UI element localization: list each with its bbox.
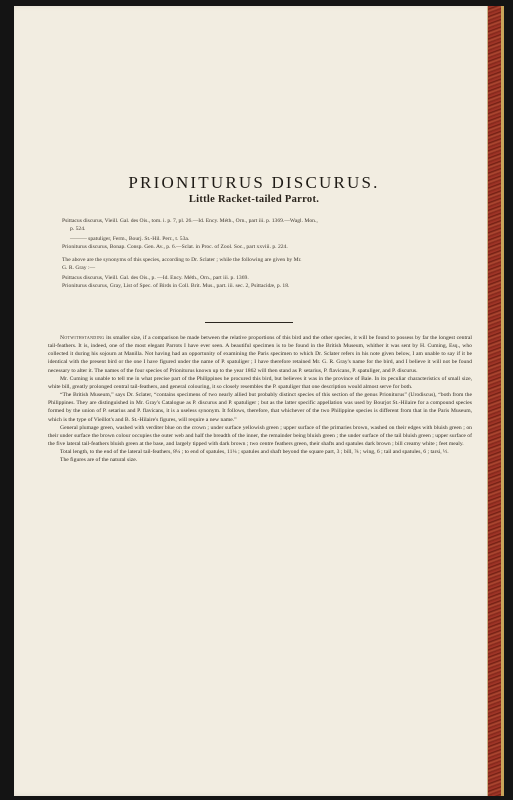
paragraph [48,334,472,375]
synonym-line: p. 524. [70,226,86,232]
drop-lead: Notwithstanding [60,335,105,341]
section-divider [205,322,293,323]
paragraph: The figures are of the natural size. [60,457,138,464]
synonym-line: ——— spatuliger, Ferm., Bourj. St.-Hil. Perr., t. 53a. [70,236,190,242]
book-page [14,6,494,796]
description-body [48,334,472,465]
paragraph-text: its smaller size, if a comparison be made between the relative proportions of this bird and the other species, it will be found to possess by far the longest central tail-feathers. It is, indeed, one of the most elegant Parrots I have ever seen. A beautiful specimen is to be found in the British Museum, whither it was sent by H. Cuming, Esq., who collected it during his sojourn at Manilla. Not having had an opportunity of examining the Paris specimen to which Dr. Sclater refers in his note given below, I am unable to say if it be identical with the present bird or the one I have figured under the name of P. spatuliger ; I have therefore retained Mr. G. R. Gray's name for the bird, and I believe it will not be found necessary to alter it. The names of the four species of Prioniturus known up to the year 1862 will then stand as P. setarius, P. flavicans, P. spatuliger, and P. discurus. [48,335,472,374]
book-edge-marbling [487,6,504,796]
synonym-line: Psittacus discurus, Vieill. Gal. des Ois., p. —Id. Ency. Méth., Orn., part iii. p. 1369. [62,275,249,281]
synonym-line: Psittacus discurus, Vieill. Gal. des Ois., tom. i. p. 7, pl. 26.—Id. Ency. Méth., Orn., part iii. p. 1369.—Wagl. Mon., [62,218,318,224]
paragraph: “The British Museum,” says Dr. Sclater, “contains specimens of two nearly allied but probably distinct species of this section of the genus Prioniturus” (Urodiscus), “both from the Philippines. They are distinguished in Mr. Gray's Catalogue as P. discurus and P. spatuliger ; but as the latter specific appellation was used by Bourjot St.-Hilaire for a compound species formed by the union of P. setarius and P. flavicans, it is a useless synonym. It follows, therefore, that whichever of the two Philippine species is different from that in the Paris Museum, which is the type of Vieillot's and B. St.-Hilaire's figures, will require a new name.” [48,392,472,423]
synonym-note: The above are the synonyms of this species, according to Dr. Sclater ; while the following are given by Mr. [62,257,302,263]
paragraph: Mr. Cuming is unable to tell me in what precise part of the Philippines he procured this bird, but believes it was in the province of Baie. In its peculiar characteristics of small size, white bill, greatly prolonged central tail-feathers, and general colouring, it so closely resembles the P. spatuliger that one description would almost serve for both. [48,375,472,390]
synonym-line: Prioniturus discurus, Bonap. Consp. Gen. Av., p. 6.—Sclat. in Proc. of Zool. Soc., part xxviii. p. 224. [62,244,288,250]
paragraph: Total length, to the end of the lateral tail-feathers, 8¼ ; to end of spatules, 11¼ ; spatules and shaft beyond the square part, 3 ; bill, ⅞ ; wing, 6 ; tail and spatules, 6 ; tarsi, ½. [60,449,449,456]
paragraph: General plumage green, washed with verditer blue on the crown ; under surface yellowish green ; upper surface of the primaries brown, washed on their edges with bluish green ; on their under surface the brown colour occupies the outer web and half the breadth of the inner, the remainder being bluish green ; the under surface of the tail bluish green ; upper surface of the five lateral tail-feathers bluish green at the base, and largely tipped with dark brown ; two centre feathers green, their shafts and spatules dark brown ; bill creamy white ; feet mealy. [48,424,472,448]
common-name-subtitle: Little Racket-tailed Parrot. [188,194,320,205]
synonym-note: G. R. Gray :— [62,265,96,271]
species-title: PRIONITURUS DISCURUS. [128,173,380,192]
synonym-line: Prioniturus discurus, Gray, List of Spec. of Birds in Coll. Brit. Mus., part. iii. sec. 2, Psittacidæ, p. 18. [62,283,290,289]
